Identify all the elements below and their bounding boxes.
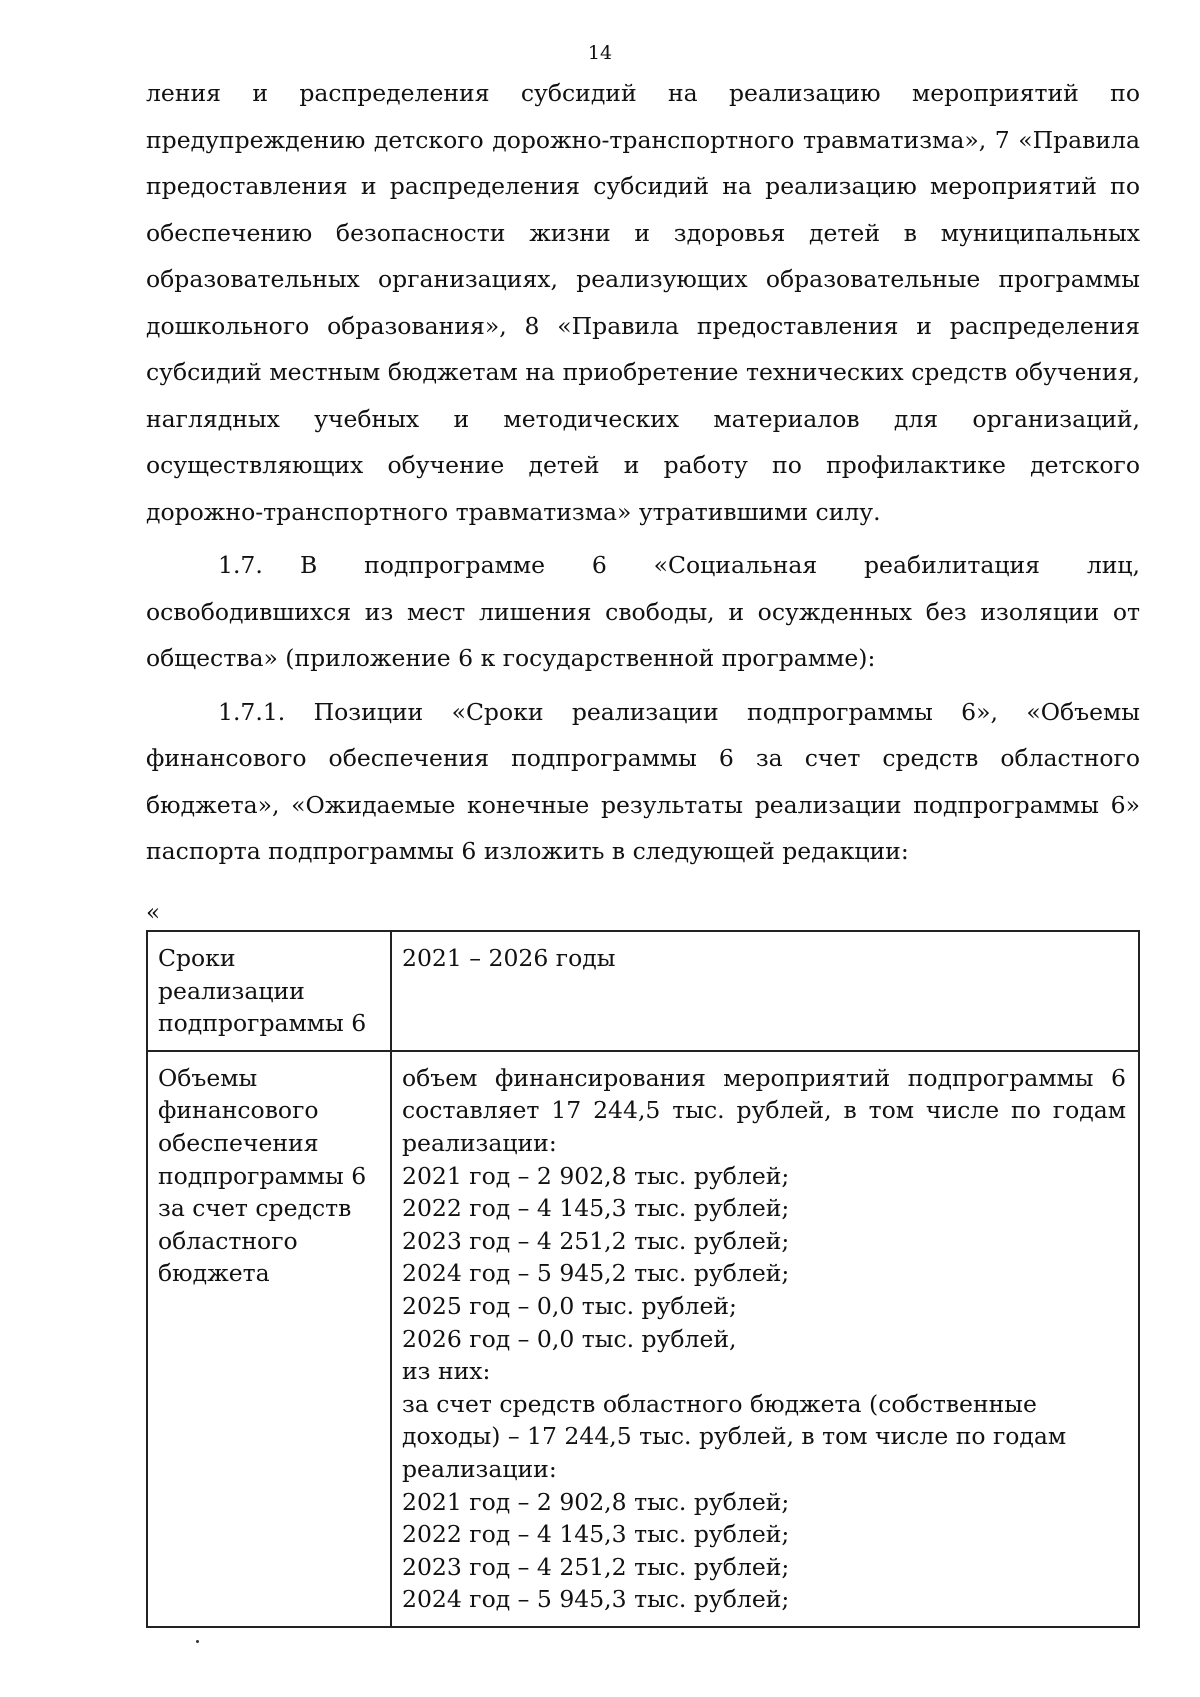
funding-intro: объем финансирования мероприятий подпрограммы 6 составляет 17 244,5 тыс. рублей, в том числе по годам реализации: [402,1063,1126,1157]
passport-table [146,930,1140,1628]
funding-year-line: 2026 год – 0,0 тыс. рублей, [402,1324,737,1353]
paragraph-number: 1.7. [218,551,263,579]
label-line: подпрограммы 6 [158,1161,367,1190]
funding-year-line: 2025 год – 0,0 тыс. рублей; [402,1291,737,1320]
paragraph-continuation: ления и распределения субсидий на реализацию мероприятий по предупреждению детского дорожно-транспортного травматизма», 7 «Правила предоставления и распределения субсидий на реализацию мероприятий по обеспечению безопасности жизни и здоровья детей в муниципальных образовательных организациях, реализующих образовательные программы дошкольного образования», 8 «Правила предоставления и распределения субсидий местным бюджетам на приобретение технических средств обучения, наглядных учебных и методических материалов для организаций, осуществляющих обучение детей и работу по профилактике детского дорожно-транспортного травматизма» утратившими силу. [146,79,1140,526]
row-label-terms: Сроки реализации подпрограммы 6 [147,931,391,1051]
funding-own-income: за счет средств областного бюджета (собственные доходы) – 17 244,5 тыс. рублей, в том числе по годам реализации: [402,1389,1067,1483]
funding-of-them: из них: [402,1357,491,1386]
funding-year-line: 2024 год – 5 945,2 тыс. рублей; [402,1259,790,1288]
funding-year-line: 2021 год – 2 902,8 тыс. рублей; [402,1487,790,1516]
table-row [147,1051,1139,1627]
page-number: 14 [587,42,613,64]
label-line: Объемы [158,1063,258,1092]
funding-year-line: 2023 год – 4 251,2 тыс. рублей; [402,1226,790,1255]
funding-year-line: 2023 год – 4 251,2 тыс. рублей; [402,1552,790,1581]
row-label-funding [147,1051,391,1627]
funding-year-line: 2021 год – 2 902,8 тыс. рублей; [402,1161,790,1190]
funding-year-line: 2024 год – 5 945,3 тыс. рублей; [402,1585,790,1614]
row-value-funding [391,1051,1139,1627]
label-line: за счет средств [158,1194,352,1223]
row-value-terms: 2021 – 2026 годы [391,931,1139,1051]
opening-quote: « [146,900,161,926]
label-line: бюджета [158,1259,270,1288]
paragraph-1-7-1: 1.7.1. Позиции «Сроки реализации подпрограммы 6», «Объемы финансового обеспечения подпрограммы 6 за счет средств областного бюджета», «Ожидаемые конечные результаты реализации подпрограммы 6» паспорта подпрограммы 6 изложить в следующей редакции: [146,697,1140,865]
table-row [147,931,1139,1051]
label-line: обеспечения [158,1128,319,1157]
body-text [146,70,1140,875]
label-line: финансового [158,1096,319,1125]
paragraph-1-7 [146,542,1140,682]
scan-speck [196,1640,199,1643]
paragraph-text: В подпрограмме 6 «Социальная реабилитация лиц, освободившихся из мест лишения свободы, и осужденных без изоляции от общества» (приложение 6 к государственной программе): [146,551,1140,672]
funding-year-line: 2022 год – 4 145,3 тыс. рублей; [402,1520,790,1549]
label-line: областного [158,1226,298,1255]
funding-year-line: 2022 год – 4 145,3 тыс. рублей; [402,1194,790,1223]
